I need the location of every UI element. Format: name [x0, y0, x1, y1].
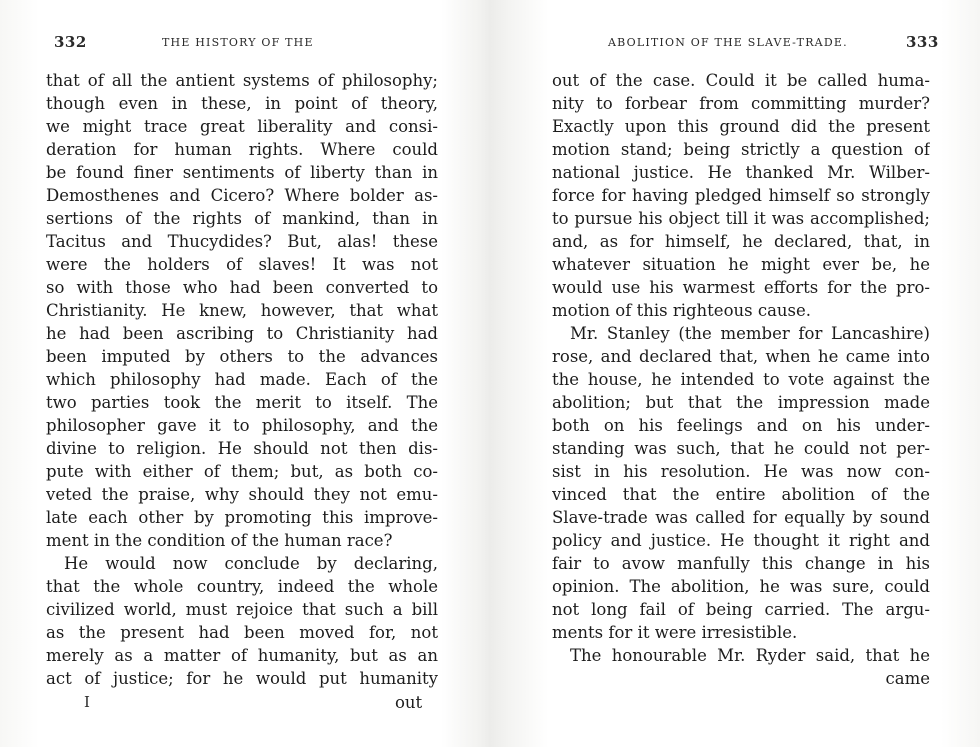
text-line: abolition; but that the impression made — [552, 393, 930, 412]
text-line: ment in the condition of the human race? — [46, 531, 393, 550]
text-line: and, as for himself, he declared, that, in — [552, 232, 930, 251]
text-line: divine to religion. He should not then dis- — [46, 439, 438, 458]
text-line: force for having pledged himself so strongly — [552, 186, 930, 205]
left-running-head: THE HISTORY OF THE — [162, 36, 314, 49]
text-line: not long fail of being carried. The argu- — [552, 600, 930, 619]
text-line: merely as a matter of humanity, but as an — [46, 646, 438, 665]
text-line: motion of this righteous cause. — [552, 301, 812, 320]
left-page-text — [46, 69, 438, 690]
right-running-head: ABOLITION OF THE SLAVE-TRADE. — [608, 36, 848, 49]
text-line: to pursue his object till it was accomplished; — [552, 209, 930, 228]
text-line: Demosthenes and Cicero? Where bolder as- — [46, 186, 438, 205]
signature-mark: I — [84, 693, 90, 711]
text-line: two parties took the merit to itself. The — [46, 393, 438, 412]
text-line: deration for human rights. Where could — [46, 140, 438, 159]
text-line: sertions of the rights of mankind, than in — [46, 209, 438, 228]
text-line: standing was such, that he could not per- — [552, 439, 930, 458]
text-line: veted the praise, why should they not emu- — [46, 485, 438, 504]
text-line: came — [885, 669, 930, 688]
text-line: be found finer sentiments of liberty than in — [46, 163, 438, 182]
left-catchword: out — [395, 693, 423, 712]
text-line: Tacitus and Thucydides? But, alas! these — [46, 232, 438, 251]
text-line: rose, and declared that, when he came into — [552, 347, 930, 366]
text-line: He would now conclude by declaring, — [64, 554, 438, 573]
text-line: would use his warmest efforts for the pro- — [552, 278, 930, 297]
text-line: which philosophy had made. Each of the — [46, 370, 438, 389]
right-page-number: 333 — [906, 33, 939, 51]
text-line: sist in his resolution. He was now con- — [552, 462, 930, 481]
text-line: pute with either of them; but, as both co- — [46, 462, 438, 481]
text-line: The honourable Mr. Ryder said, that he — [570, 646, 930, 665]
right-page — [490, 0, 980, 747]
text-line: as the present had been moved for, not — [46, 623, 438, 642]
text-line: ments for it were irresistible. — [552, 623, 798, 642]
text-line: so with those who had been converted to — [46, 278, 438, 297]
left-page-number: 332 — [54, 33, 87, 51]
text-line: though even in these, in point of theory, — [46, 94, 438, 113]
text-line: opinion. The abolition, he was sure, could — [552, 577, 930, 596]
text-line: been imputed by others to the advances — [46, 347, 438, 366]
text-line: late each other by promoting this improve- — [46, 508, 438, 527]
text-line: were the holders of slaves! It was not — [46, 255, 438, 274]
text-line: act of justice; for he would put humanity — [46, 669, 438, 688]
text-line: Exactly upon this ground did the present — [552, 117, 930, 136]
text-line: fair to avow manfully this change in his — [552, 554, 930, 573]
text-line: Slave-trade was called for equally by sound — [552, 508, 930, 527]
text-line: policy and justice. He thought it right and — [552, 531, 930, 550]
text-line: civilized world, must rejoice that such a bill — [46, 600, 438, 619]
text-line: he had been ascribing to Christianity had — [46, 324, 438, 343]
text-line: we might trace great liberality and consi- — [46, 117, 438, 136]
text-line: Christianity. He knew, however, that what — [46, 301, 438, 320]
text-line: out of the case. Could it be called huma- — [552, 71, 930, 90]
right-page-text — [552, 69, 930, 690]
text-line: philosopher gave it to philosophy, and the — [46, 416, 438, 435]
text-line: the house, he intended to vote against the — [552, 370, 930, 389]
text-line: Mr. Stanley (the member for Lancashire) — [570, 324, 930, 343]
text-line: national justice. He thanked Mr. Wilber- — [552, 163, 930, 182]
text-line: that the whole country, indeed the whole — [46, 577, 438, 596]
text-line: whatever situation he might ever be, he — [552, 255, 930, 274]
text-line: nity to forbear from committing murder? — [552, 94, 930, 113]
text-line: vinced that the entire abolition of the — [552, 485, 930, 504]
text-line: motion stand; being strictly a question of — [552, 140, 930, 159]
text-line: both on his feelings and on his under- — [552, 416, 930, 435]
text-line: that of all the antient systems of philosophy; — [46, 71, 438, 90]
